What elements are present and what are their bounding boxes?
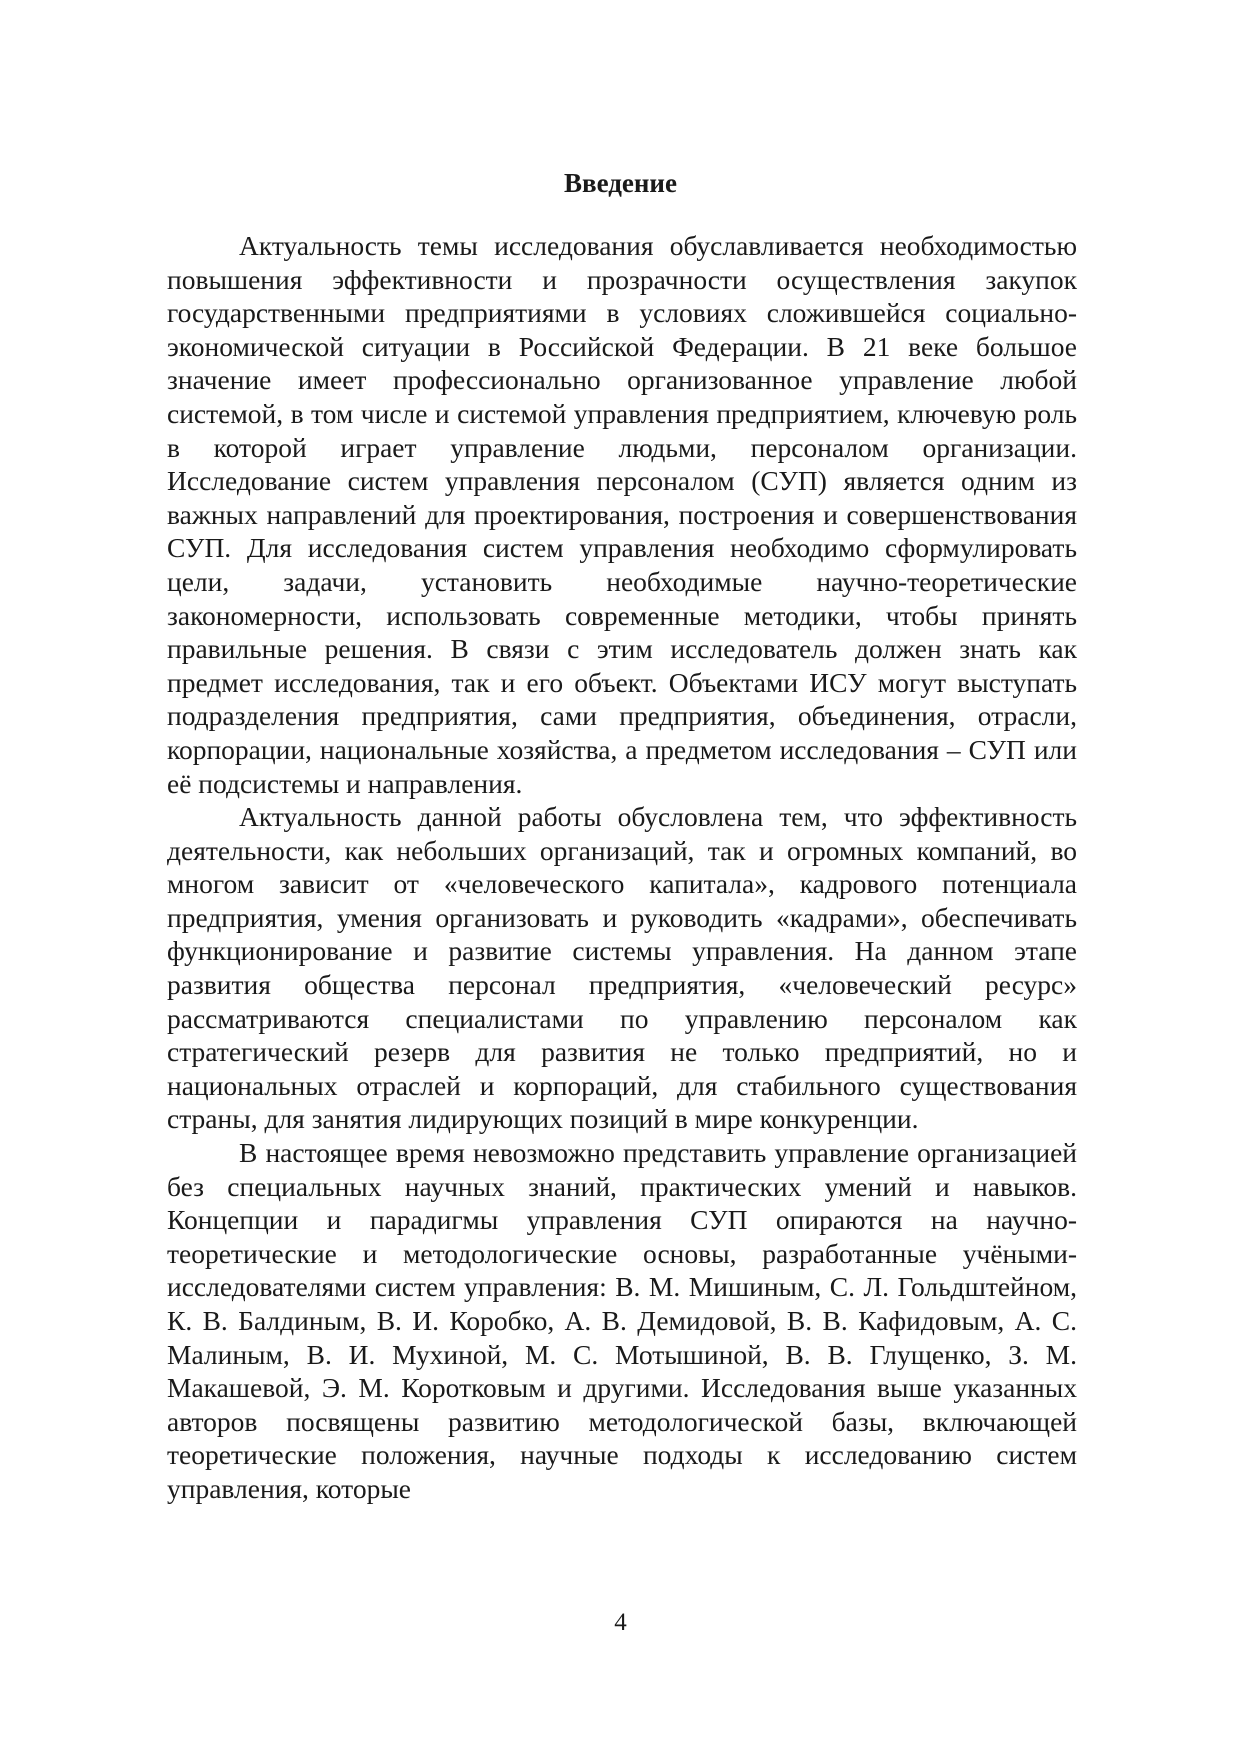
paragraph-work-relevance: Актуальность данной работы обусловлена тем, что эффективность деятельности, как небольших организаций, так и огромных компаний, во многом зависит от «человеческого капитала», кадрового потенциала предприятия, умения организовать и руководить «кадрами», обеспечивать функционирование и развитие системы управления. На данном этапе развития общества персонал предприятия, «человеческий ресурс» рассматриваются специалистами по управлению персоналом как стратегический резерв для развития не только предприятий, но и национальных отраслей и корпораций, для стабильного существования страны, для занятия лидирующих позиций в мире конкуренции.	[167, 801, 1077, 1135]
paragraph-relevance: Актуальность темы исследования обуславливается необходимостью повышения эффективности и прозрачности осуществления закупок государственными предприятиями в условиях сложившейся социально-экономической ситуации в Российской Федерации. В 21 веке большое значение имеет профессионально организованное управление любой системой, в том числе и системой управления предприятием, ключевую роль в которой играет управление людьми, персоналом организации. Исследование систем управления персоналом (СУП) является одним из важных направлений для проектирования, построения и совершенствования СУП. Для исследования систем управления необходимо сформулировать цели, задачи, установить необходимые научно-теоретические закономерности, использовать современные методики, чтобы принять правильные решения. В связи с этим исследователь должен знать как предмет исследования, так и его объект. Объектами ИСУ могут выступать подразделения предприятия, сами предприятия, объединения, отрасли, корпорации, национальные хозяйства, а предметом исследования – СУП или её подсистемы и направления.	[167, 230, 1077, 799]
section-title: Введение	[564, 168, 677, 198]
paragraph-current-state: В настоящее время невозможно представить управление организацией без специальных научных знаний, практических умений и навыков. Концепции и парадигмы управления СУП опираются на научно-теоретические и методологические основы, разработанные учёными-исследователями систем управления: В. М. Мишиным, С. Л. Гольдштейном, К. В. Балдиным, В. И. Коробко, А. В. Демидовой, В. В. Кафидовым, А. С. Малиным, В. И. Мухиной, М. С. Мотышиной, В. В. Глущенко, З. М. Макашевой, Э. М. Коротковым и другими. Исследования выше указанных авторов посвящены развитию методологической базы, включающей теоретические положения, научные подходы к исследованию систем управления, которые	[167, 1137, 1077, 1504]
page-number: 4	[614, 1609, 627, 1636]
body-text	[167, 229, 1077, 1506]
